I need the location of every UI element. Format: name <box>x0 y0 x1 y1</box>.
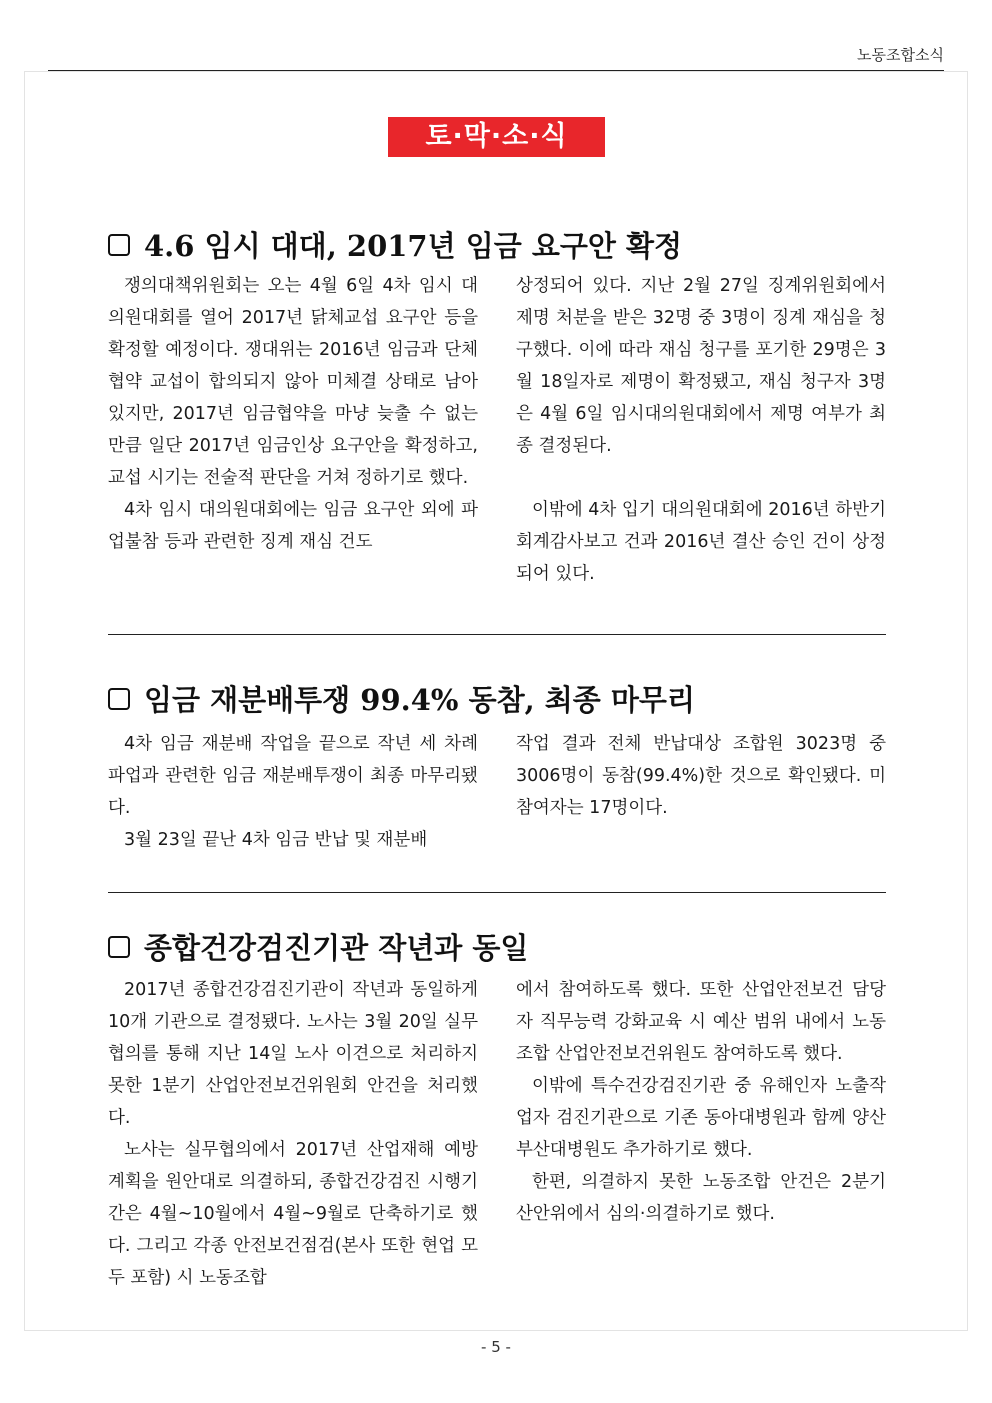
article-3-left-column <box>108 974 478 1294</box>
article-2-left-column <box>108 728 478 856</box>
paragraph: 3월 23일 끝난 4차 임금 반납 및 재분배 <box>124 830 428 850</box>
page-number: - 5 - <box>481 1338 511 1356</box>
running-header: 노동조합소식 <box>857 46 944 64</box>
section-divider <box>108 634 886 635</box>
checkbox-square-icon <box>108 234 130 256</box>
article-1-left-column <box>108 270 478 558</box>
article-title-text: 종합건강검진기관 작년과 동일 <box>144 931 529 965</box>
paragraph: 이밖에 4차 입기 대의원대회에 2016년 하반기 회계감사보고 건과 2016년 결산 승인 건이 상정되어 있다. <box>516 500 886 584</box>
checkbox-square-icon <box>108 688 130 710</box>
paragraph: 노사는 실무협의에서 2017년 산업재해 예방계획을 원안대로 의결하되, 종합건강검진 시행기간은 4월~10월에서 4월~9월로 단축하기로 했다. 그리고 각종 안전보건점검(본사 또한 현업 모두 포함) 시 노동조합 <box>108 1140 478 1288</box>
article-2-right-column <box>516 728 886 824</box>
paragraph: 작업 결과 전체 반납대상 조합원 3023명 중 3006명이 동참(99.4%)한 것으로 확인됐다. 미 참여자는 17명이다. <box>516 734 886 818</box>
paragraph: 이밖에 특수건강검진기관 중 유해인자 노출작업자 검진기관으로 기존 동아대병원과 함께 양산부산대병원도 추가하기로 했다. <box>516 1076 886 1160</box>
paragraph: 에서 참여하도록 했다. 또한 산업안전보건 담당자 직무능력 강화교육 시 예산 범위 내에서 노동조합 산업안전보건위원도 참여하도록 했다. <box>516 980 886 1064</box>
checkbox-square-icon <box>108 936 130 958</box>
article-1-right-column <box>516 270 886 590</box>
section-banner: 토·막·소·식 <box>388 117 605 157</box>
article-title-1 <box>108 224 682 265</box>
paragraph: 4차 임금 재분배 작업을 끝으로 작년 세 차례 파업과 관련한 임금 재분배투쟁이 최종 마무리됐다. <box>108 734 478 818</box>
paragraph: 한편, 의결하지 못한 노동조합 안건은 2분기 산안위에서 심의·의결하기로 했다. <box>516 1172 886 1224</box>
article-title-3 <box>108 926 528 967</box>
paragraph: 4차 임시 대의원대회에는 임금 요구안 외에 파업불참 등과 관련한 징계 재심 건도 <box>108 500 478 552</box>
article-3-right-column <box>516 974 886 1230</box>
paragraph: 상정되어 있다. 지난 2월 27일 징계위원회에서 제명 처분을 받은 32명 중 3명이 징계 재심을 청구했다. 이에 따라 재심 청구를 포기한 29명은 3월 18일자로 제명이 확정됐고, 재심 청구자 3명은 4월 6일 임시대의원대회에서 제명 여부가 최종 결정된다. <box>516 276 886 456</box>
article-title-text: 임금 재분배투쟁 99.4% 동참, 최종 마무리 <box>144 683 695 717</box>
article-title-text: 4.6 임시 대대, 2017년 임금 요구안 확정 <box>144 229 683 263</box>
section-divider <box>108 892 886 893</box>
article-title-2 <box>108 678 695 719</box>
paragraph: 쟁의대책위원회는 오는 4월 6일 4차 임시 대의원대회를 열어 2017년 닭체교섭 요구안 등을 확정할 예정이다. 쟁대위는 2016년 임금과 단체협약 교섭이 합의되지 않아 미체결 상태로 남아 있지만, 2017년 임금협약을 마냥 늦출 수 없는 만큼 일단 2017년 임금인상 요구안을 확정하고, 교섭 시기는 전술적 판단을 거쳐 정하기로 했다. <box>108 276 478 488</box>
paragraph: 2017년 종합건강검진기관이 작년과 동일하게 10개 기관으로 결정됐다. 노사는 3월 20일 실무협의를 통해 지난 14일 노사 이견으로 처리하지 못한 1분기 산업안전보건위원회 안건을 처리했다. <box>108 980 478 1128</box>
